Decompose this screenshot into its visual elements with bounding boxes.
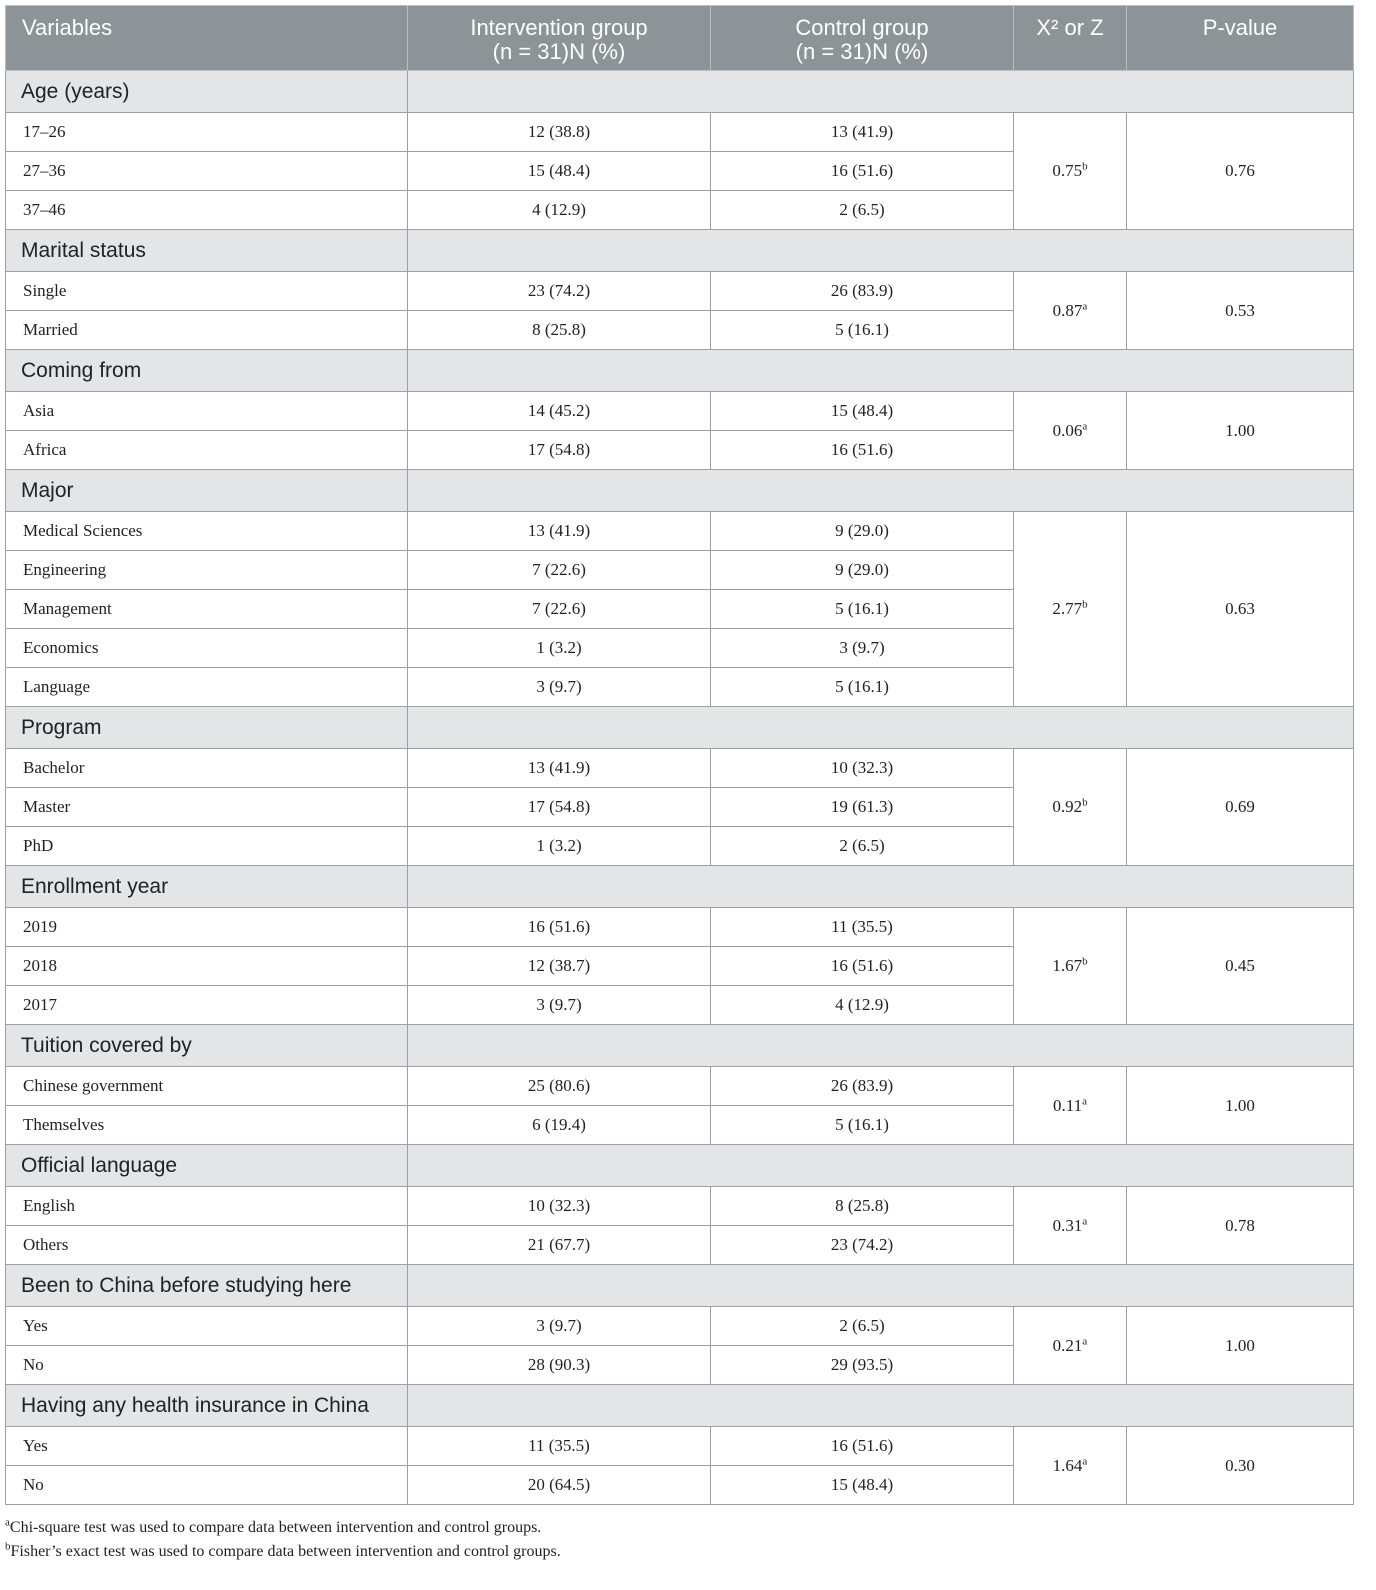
stat-footnote-mark: a xyxy=(1082,1334,1088,1347)
section-row xyxy=(6,707,1354,749)
section-spacer xyxy=(408,1385,1354,1427)
section-row xyxy=(6,1385,1354,1427)
control-value: 5 (16.1) xyxy=(711,590,1014,629)
control-value: 15 (48.4) xyxy=(711,392,1014,431)
row-label: Economics xyxy=(6,629,408,668)
p-value: 0.45 xyxy=(1127,908,1354,1025)
footnote-mark: b xyxy=(5,1540,11,1553)
stat-value xyxy=(1014,749,1127,866)
intervention-value: 6 (19.4) xyxy=(408,1106,711,1145)
section-spacer xyxy=(408,707,1354,749)
p-value: 0.53 xyxy=(1127,272,1354,350)
row-label: 17–26 xyxy=(6,113,408,152)
section-spacer xyxy=(408,1025,1354,1067)
stat-value xyxy=(1014,512,1127,707)
intervention-value: 25 (80.6) xyxy=(408,1067,711,1106)
stat-number: 0.11 xyxy=(1052,1095,1083,1115)
control-value: 9 (29.0) xyxy=(711,512,1014,551)
table-body xyxy=(6,71,1354,1505)
table-row xyxy=(6,1187,1354,1226)
control-value: 2 (6.5) xyxy=(711,191,1014,230)
stat-footnote-mark: b xyxy=(1082,955,1088,968)
control-value: 5 (16.1) xyxy=(711,668,1014,707)
intervention-value: 3 (9.7) xyxy=(408,1307,711,1346)
intervention-value: 15 (48.4) xyxy=(408,152,711,191)
footnote-text: Fisher’s exact test was used to compare data between intervention and control groups. xyxy=(10,1543,561,1560)
p-value: 0.69 xyxy=(1127,749,1354,866)
table-row xyxy=(6,113,1354,152)
section-spacer xyxy=(408,1145,1354,1187)
row-label: Africa xyxy=(6,431,408,470)
stat-number: 0.31 xyxy=(1052,1215,1083,1235)
intervention-value: 17 (54.8) xyxy=(408,788,711,827)
stat-footnote-mark: b xyxy=(1082,598,1088,611)
section-row xyxy=(6,1145,1354,1187)
control-value: 2 (6.5) xyxy=(711,827,1014,866)
table-row xyxy=(6,1307,1354,1346)
header-stat: X² or Z xyxy=(1014,6,1127,71)
control-value: 29 (93.5) xyxy=(711,1346,1014,1385)
section-title: Age (years) xyxy=(6,71,408,113)
section-spacer xyxy=(408,866,1354,908)
stat-number: 1.64 xyxy=(1052,1455,1083,1475)
control-value: 5 (16.1) xyxy=(711,311,1014,350)
intervention-value: 1 (3.2) xyxy=(408,827,711,866)
section-title: Official language xyxy=(6,1145,408,1187)
section-row xyxy=(6,350,1354,392)
footnote xyxy=(5,1540,1345,1564)
control-value: 2 (6.5) xyxy=(711,1307,1014,1346)
stat-value xyxy=(1014,1427,1127,1505)
footnote xyxy=(5,1516,1345,1540)
row-label: 2018 xyxy=(6,947,408,986)
intervention-value: 11 (35.5) xyxy=(408,1427,711,1466)
section-row xyxy=(6,1025,1354,1067)
p-value: 1.00 xyxy=(1127,1067,1354,1145)
row-label: Married xyxy=(6,311,408,350)
row-label: Asia xyxy=(6,392,408,431)
footnote-text: Chi-square test was used to compare data between intervention and control groups. xyxy=(9,1519,542,1536)
section-title: Having any health insurance in China xyxy=(6,1385,408,1427)
section-row xyxy=(6,1265,1354,1307)
row-label: 27–36 xyxy=(6,152,408,191)
section-spacer xyxy=(408,350,1354,392)
header-control xyxy=(711,6,1014,71)
stat-value xyxy=(1014,392,1127,470)
row-label: Yes xyxy=(6,1427,408,1466)
stat-value xyxy=(1014,1187,1127,1265)
control-value: 15 (48.4) xyxy=(711,1466,1014,1505)
stat-footnote-mark: a xyxy=(1082,1214,1088,1227)
row-label: Chinese government xyxy=(6,1067,408,1106)
footnotes xyxy=(5,1516,1345,1564)
row-label: Medical Sciences xyxy=(6,512,408,551)
intervention-value: 12 (38.7) xyxy=(408,947,711,986)
intervention-value: 8 (25.8) xyxy=(408,311,711,350)
intervention-value: 3 (9.7) xyxy=(408,986,711,1025)
section-title: Program xyxy=(6,707,408,749)
control-value: 23 (74.2) xyxy=(711,1226,1014,1265)
intervention-value: 7 (22.6) xyxy=(408,590,711,629)
p-value: 0.30 xyxy=(1127,1427,1354,1505)
section-row xyxy=(6,866,1354,908)
header-pvalue: P-value xyxy=(1127,6,1354,71)
header-intervention-line1: Intervention group xyxy=(470,15,648,40)
section-row xyxy=(6,71,1354,113)
intervention-value: 3 (9.7) xyxy=(408,668,711,707)
section-title: Marital status xyxy=(6,230,408,272)
intervention-value: 20 (64.5) xyxy=(408,1466,711,1505)
table-row xyxy=(6,1067,1354,1106)
header-control-line2: (n = 31)N (%) xyxy=(795,39,929,64)
demographics-table xyxy=(5,5,1354,1505)
stat-value xyxy=(1014,113,1127,230)
stat-value xyxy=(1014,1067,1127,1145)
table-row xyxy=(6,512,1354,551)
control-value: 4 (12.9) xyxy=(711,986,1014,1025)
section-spacer xyxy=(408,470,1354,512)
row-label: No xyxy=(6,1346,408,1385)
section-title: Tuition covered by xyxy=(6,1025,408,1067)
control-value: 13 (41.9) xyxy=(711,113,1014,152)
stat-footnote-mark: b xyxy=(1082,796,1088,809)
row-label: 2019 xyxy=(6,908,408,947)
control-value: 16 (51.6) xyxy=(711,431,1014,470)
section-title: Been to China before studying here xyxy=(6,1265,408,1307)
control-value: 19 (61.3) xyxy=(711,788,1014,827)
table-row xyxy=(6,749,1354,788)
footnote-mark: a xyxy=(5,1516,10,1529)
row-label: Single xyxy=(6,272,408,311)
section-title: Coming from xyxy=(6,350,408,392)
control-value: 9 (29.0) xyxy=(711,551,1014,590)
stat-number: 0.75 xyxy=(1052,161,1083,180)
intervention-value: 21 (67.7) xyxy=(408,1226,711,1265)
header-intervention-line2: (n = 31)N (%) xyxy=(492,39,626,64)
intervention-value: 14 (45.2) xyxy=(408,392,711,431)
row-label: Others xyxy=(6,1226,408,1265)
p-value: 1.00 xyxy=(1127,392,1354,470)
control-value: 16 (51.6) xyxy=(711,947,1014,986)
intervention-value: 12 (38.8) xyxy=(408,113,711,152)
stat-number: 0.87 xyxy=(1052,300,1083,320)
p-value: 0.63 xyxy=(1127,512,1354,707)
intervention-value: 7 (22.6) xyxy=(408,551,711,590)
p-value: 0.76 xyxy=(1127,113,1354,230)
table-row xyxy=(6,908,1354,947)
stat-number: 0.21 xyxy=(1052,1335,1083,1355)
stat-footnote-mark: a xyxy=(1082,1094,1087,1107)
p-value: 1.00 xyxy=(1127,1307,1354,1385)
row-label: Themselves xyxy=(6,1106,408,1145)
intervention-value: 16 (51.6) xyxy=(408,908,711,947)
row-label: PhD xyxy=(6,827,408,866)
stat-footnote-mark: a xyxy=(1082,1454,1088,1467)
stat-number: 0.92 xyxy=(1052,797,1083,816)
row-label: Bachelor xyxy=(6,749,408,788)
intervention-value: 23 (74.2) xyxy=(408,272,711,311)
row-label: No xyxy=(6,1466,408,1505)
intervention-value: 17 (54.8) xyxy=(408,431,711,470)
stat-number: 2.77 xyxy=(1052,599,1083,618)
control-value: 26 (83.9) xyxy=(711,272,1014,311)
stat-value xyxy=(1014,1307,1127,1385)
intervention-value: 13 (41.9) xyxy=(408,749,711,788)
table-row xyxy=(6,1427,1354,1466)
row-label: Engineering xyxy=(6,551,408,590)
p-value: 0.78 xyxy=(1127,1187,1354,1265)
section-title: Enrollment year xyxy=(6,866,408,908)
control-value: 10 (32.3) xyxy=(711,749,1014,788)
stat-number: 0.06 xyxy=(1052,420,1083,440)
control-value: 3 (9.7) xyxy=(711,629,1014,668)
header-row xyxy=(6,6,1354,71)
section-title: Major xyxy=(6,470,408,512)
section-row xyxy=(6,470,1354,512)
control-value: 11 (35.5) xyxy=(711,908,1014,947)
control-value: 8 (25.8) xyxy=(711,1187,1014,1226)
section-spacer xyxy=(408,1265,1354,1307)
header-variables: Variables xyxy=(6,6,408,71)
row-label: Master xyxy=(6,788,408,827)
header-intervention xyxy=(408,6,711,71)
row-label: Management xyxy=(6,590,408,629)
control-value: 5 (16.1) xyxy=(711,1106,1014,1145)
stat-footnote-mark: a xyxy=(1082,419,1088,432)
intervention-value: 1 (3.2) xyxy=(408,629,711,668)
stat-number: 1.67 xyxy=(1052,956,1083,975)
stat-value xyxy=(1014,272,1127,350)
section-spacer xyxy=(408,71,1354,113)
section-row xyxy=(6,230,1354,272)
section-spacer xyxy=(408,230,1354,272)
intervention-value: 10 (32.3) xyxy=(408,1187,711,1226)
table-row xyxy=(6,272,1354,311)
row-label: English xyxy=(6,1187,408,1226)
stat-footnote-mark: b xyxy=(1082,160,1088,173)
row-label: Yes xyxy=(6,1307,408,1346)
control-value: 16 (51.6) xyxy=(711,152,1014,191)
row-label: 37–46 xyxy=(6,191,408,230)
control-value: 16 (51.6) xyxy=(711,1427,1014,1466)
header-control-line1: Control group xyxy=(795,15,929,40)
intervention-value: 28 (90.3) xyxy=(408,1346,711,1385)
table-row xyxy=(6,392,1354,431)
stat-value xyxy=(1014,908,1127,1025)
control-value: 26 (83.9) xyxy=(711,1067,1014,1106)
intervention-value: 13 (41.9) xyxy=(408,512,711,551)
stat-footnote-mark: a xyxy=(1082,299,1088,312)
row-label: Language xyxy=(6,668,408,707)
row-label: 2017 xyxy=(6,986,408,1025)
intervention-value: 4 (12.9) xyxy=(408,191,711,230)
